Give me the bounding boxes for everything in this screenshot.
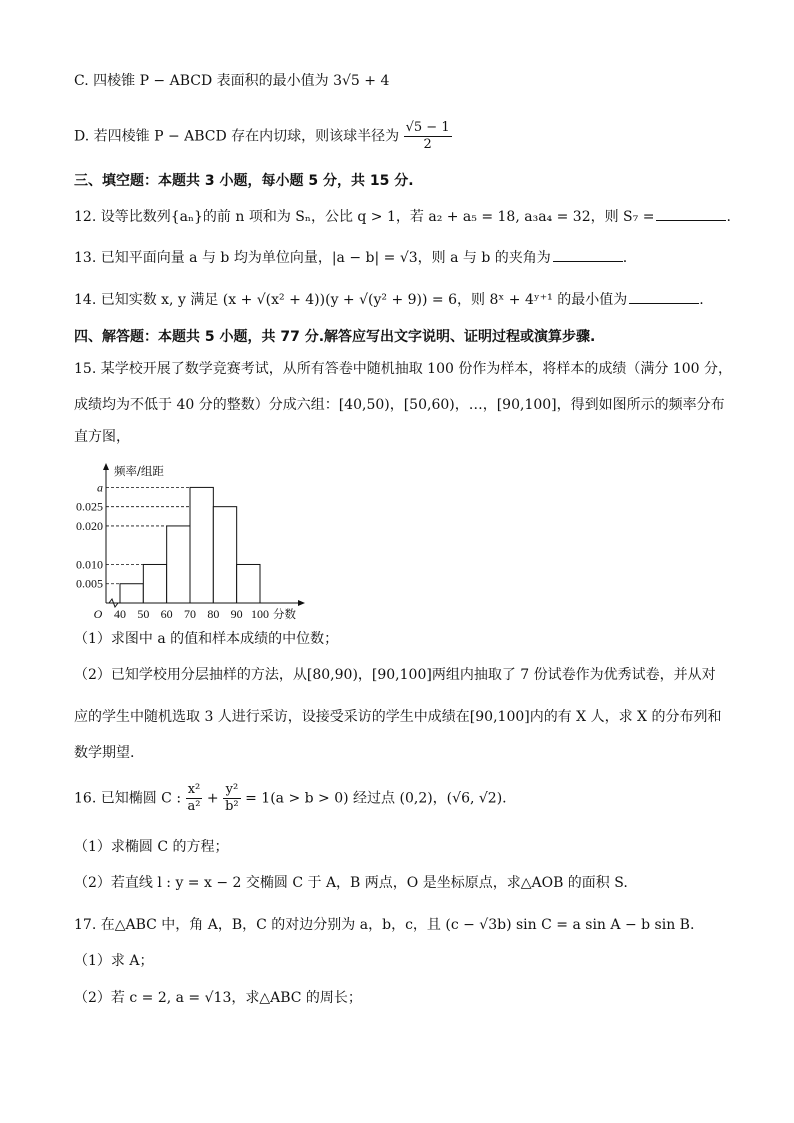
- question-14: 14. 已知实数 x, y 满足 (x + √(x² + 4))(y + √(y² + 9)) = 6，则 8ˣ + 4ʸ⁺¹ 的最小值为 .: [74, 289, 704, 311]
- question-13-text: 13. 已知平面向量 a 与 b 均为单位向量，|a − b| = √3，则 a 与 b 的夹角为: [74, 250, 551, 266]
- x-tick-label: 70: [184, 607, 196, 620]
- section-4-heading: 四、解答题：本题共 5 小题，共 77 分.解答应写出文字说明、证明过程或演算步骤.: [74, 329, 596, 345]
- y-tick-label: 0.010: [76, 557, 103, 572]
- x-tick-label: 40: [114, 607, 126, 620]
- histogram-bars: [120, 487, 260, 603]
- radius-fraction: [404, 120, 452, 153]
- question-15-line-2: 成绩均为不低于 40 分的整数）分成六组：[40,50)，[50,60)，…，[90,100]，得到如图所示的频率分布: [74, 397, 725, 413]
- x-tick-label: 50: [137, 607, 150, 620]
- section-3-heading: 三、填空题：本题共 3 小题，每小题 5 分，共 15 分.: [74, 173, 414, 189]
- question-17-part-1: （1）求 A；: [74, 953, 154, 969]
- fraction-numerator: √5 − 1: [405, 120, 450, 135]
- x-tick-label: 80: [207, 607, 220, 620]
- x-tick-label: 100: [251, 607, 269, 620]
- y-axis-arrow: [103, 463, 109, 470]
- x-axis-title: 分数: [273, 607, 296, 620]
- question-15-part-2-line-1: （2）已知学校用分层抽样的方法，从[80,90)，[90,100]两组内抽取了 7 份试卷作为优秀试卷，并从对: [74, 667, 716, 683]
- y-tick-label: 0.005: [76, 576, 103, 591]
- answer-blank-14[interactable]: [629, 289, 699, 304]
- fraction-denominator: 2: [423, 137, 432, 152]
- question-14-text: 14. 已知实数 x, y 满足 (x + √(x² + 4))(y + √(y² + 9)) = 6，则 8ˣ + 4ʸ⁺¹ 的最小值为: [74, 292, 628, 308]
- question-17: 17. 在△ABC 中，角 A，B，C 的对边分别为 a，b，c，且 (c − √3b) sin C = a sin A − b sin B.: [74, 917, 695, 933]
- histogram-bar: [167, 526, 190, 603]
- y-tick-label: a: [97, 480, 103, 495]
- y-tick-label: 0.020: [76, 518, 103, 533]
- question-15-part-2-line-3: 数学期望.: [74, 745, 135, 761]
- question-15-part-2-line-2: 应的学生中随机选取 3 人进行采访，设接受采访的学生中成绩在[90,100]内的有 X 人，求 X 的分布列和: [74, 709, 722, 725]
- histogram-bar: [143, 564, 166, 603]
- frequency-histogram: [70, 460, 310, 620]
- question-16-text-end: = 1(a > b > 0) 经过点 (0,2)，(√6, √2).: [240, 790, 507, 807]
- question-15-line-1: 15. 某学校开展了数学竞赛考试，从所有答卷中随机抽取 100 份作为样本，将样本的成绩（满分 100 分，: [74, 361, 732, 377]
- question-16-part-2: （2）若直线 l : y = x − 2 交椭圆 C 于 A，B 两点，O 是坐标原点，求△AOB 的面积 S.: [74, 875, 628, 891]
- option-d: [74, 120, 452, 153]
- histogram-bar: [120, 584, 143, 603]
- x-tick-label: 90: [230, 607, 243, 620]
- histogram-bar: [237, 564, 260, 603]
- answer-blank-12[interactable]: [656, 206, 726, 221]
- fraction-numerator: x²: [186, 782, 203, 799]
- ellipse-y-fraction: [223, 782, 241, 815]
- question-12-text: 12. 设等比数列{aₙ}的前 n 项和为 Sₙ，公比 q > 1，若 a₂ + a₅ = 18, a₃a₄ = 32，则 S₇ =: [74, 209, 655, 225]
- histogram-bar: [190, 487, 213, 603]
- y-axis-title: 频率/组距: [114, 464, 164, 478]
- question-16-part-1: （1）求椭圆 C 的方程；: [74, 839, 229, 855]
- question-15-line-3: 直方图，: [74, 429, 130, 445]
- ellipse-x-fraction: [186, 782, 203, 815]
- question-12: 12. 设等比数列{aₙ}的前 n 项和为 Sₙ，公比 q > 1，若 a₂ + a₅ = 18, a₃a₄ = 32，则 S₇ = .: [74, 206, 731, 228]
- fraction-numerator: y²: [223, 782, 241, 799]
- question-15-part-1: （1）求图中 a 的值和样本成绩的中位数；: [74, 631, 339, 647]
- answer-blank-13[interactable]: [553, 247, 623, 262]
- x-tick-label: 60: [160, 607, 173, 620]
- question-13: 13. 已知平面向量 a 与 b 均为单位向量，|a − b| = √3，则 a 与 b 的夹角为 .: [74, 247, 627, 269]
- fraction-denominator: b²: [225, 799, 239, 814]
- question-16: [74, 782, 507, 815]
- question-16-text: 16. 已知椭圆 C :: [74, 790, 186, 807]
- fraction-denominator: a²: [187, 799, 201, 814]
- plus-sign: +: [202, 790, 224, 807]
- question-17-part-2: （2）若 c = 2, a = √13，求△ABC 的周长；: [74, 990, 362, 1006]
- y-tick-label: 0.025: [76, 499, 103, 514]
- origin-label: O: [93, 607, 103, 620]
- histogram-bar: [213, 507, 236, 603]
- option-d-text: D. 若四棱锥 P − ABCD 存在内切球，则该球半径为: [74, 128, 404, 145]
- x-axis-arrow: [298, 600, 305, 606]
- option-c: C. 四棱锥 P − ABCD 表面积的最小值为 3√5 + 4: [74, 73, 390, 89]
